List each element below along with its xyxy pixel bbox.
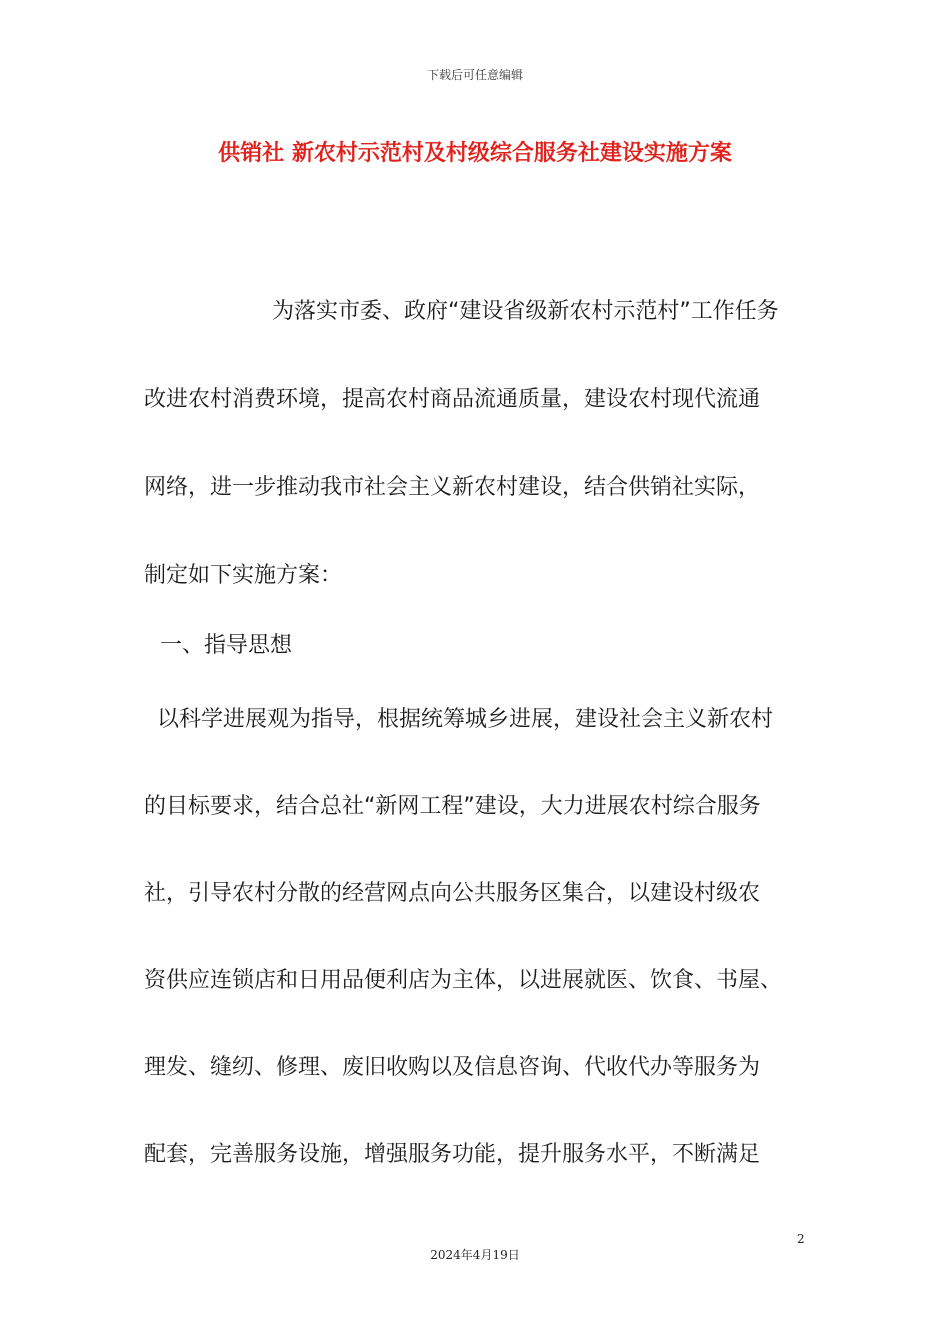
paragraph-line: 为落实市委、政府“建设省级新农村示范村”工作任务	[272, 299, 779, 324]
paragraph-line: 制定如下实施方案：	[144, 563, 343, 588]
paragraph-line: 理发、缝纫、修理、废旧收购以及信息咨询、代收代办等服务为	[144, 1055, 761, 1080]
paragraph-line: 资供应连锁店和日用品便利店为主体，以进展就医、饮食、书屋、	[144, 968, 783, 993]
footer-date: 2024年4月19日	[430, 1248, 520, 1262]
paragraph-line: 网络，进一步推动我市社会主义新农村建设，结合供销社实际，	[144, 475, 761, 500]
document-title: 供销社 新农村示范村及村级综合服务社建设实施方案	[218, 141, 732, 166]
paragraph-line: 以科学进展观为指导，根据统筹城乡进展，建设社会主义新农村	[157, 707, 774, 732]
paragraph-line: 社，引导农村分散的经营网点向公共服务区集合，以建设村级农	[144, 881, 761, 906]
page-number: 2	[797, 1232, 805, 1246]
paragraph-line: 配套，完善服务设施，增强服务功能，提升服务水平，不断满足	[144, 1142, 761, 1167]
header-note: 下载后可任意编辑	[426, 68, 523, 82]
section-heading: 一、指导思想	[160, 633, 293, 658]
paragraph-line: 的目标要求，结合总社“新网工程”建设，大力进展农村综合服务	[144, 794, 761, 819]
paragraph-line: 改进农村消费环境，提高农村商品流通质量，建设农村现代流通	[144, 387, 761, 412]
